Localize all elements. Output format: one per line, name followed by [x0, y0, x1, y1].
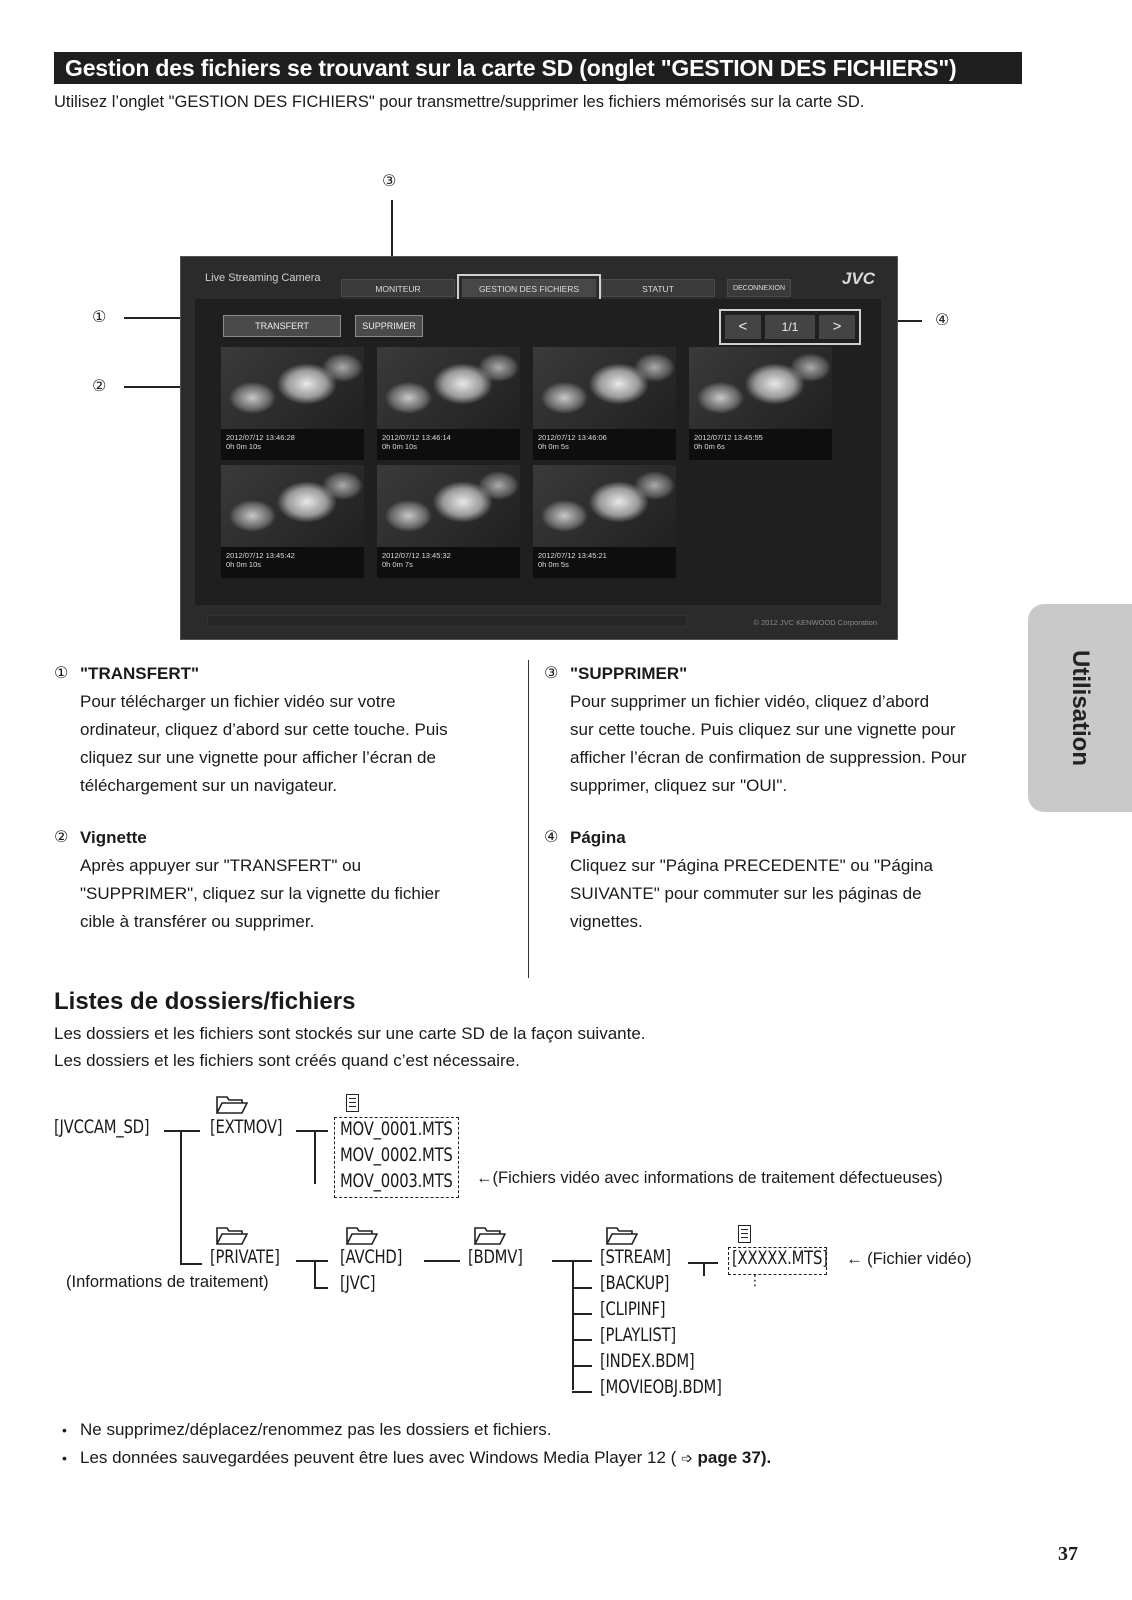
callout-3: ③ [382, 173, 397, 190]
desc-title: "SUPPRIMER" [570, 664, 688, 683]
thumbnail-meta: 2012/07/12 13:46:28 0h 0m 10s [226, 433, 295, 451]
node-bdmv: [BDMV] [468, 1246, 523, 1268]
note-text: Les données sauvegardées peuvent être lues avec Windows Media Player 12 ( [80, 1448, 682, 1467]
desc-line: supprimer, cliquez sur "OUI". [570, 776, 788, 795]
connector [180, 1130, 182, 1264]
thumbnail-image [377, 347, 520, 429]
node-backup: [BACKUP] [600, 1272, 670, 1294]
desc-supprimer [544, 660, 1015, 800]
page-indicator: 1/1 [765, 315, 815, 339]
folder-icon [474, 1225, 506, 1245]
desc-line: Cliquez sur "Página PRECEDENTE" ou "Página [570, 856, 933, 875]
desc-line: téléchargement sur un navigateur. [80, 776, 338, 795]
note-item [62, 1444, 771, 1472]
thumbnail-image [533, 347, 676, 429]
pager [719, 309, 861, 345]
folder-icon [216, 1225, 248, 1245]
node-mov-file: MOV_0001.MTS [340, 1118, 453, 1140]
tab-moniteur[interactable]: MONITEUR [341, 279, 455, 297]
node-mov-file: MOV_0003.MTS [340, 1170, 453, 1192]
desc-line: "SUPPRIMER", cliquez sur la vignette du fichier [80, 884, 440, 903]
desc-pagina [544, 824, 1015, 936]
desc-title: Vignette [80, 828, 147, 847]
tab-gestion-des-fichiers[interactable]: GESTION DES FICHIERS [462, 279, 596, 297]
node-private: [PRIVATE] [210, 1246, 280, 1268]
node-extmov: [EXTMOV] [210, 1116, 283, 1138]
listes-paragraph-1: Les dossiers et les fichiers sont stockés sur une carte SD de la façon suivante. [54, 1024, 646, 1043]
folder-icon [606, 1225, 638, 1245]
section-title: Gestion des fichiers se trouvant sur la carte SD (onglet "GESTION DES FICHIERS") [54, 52, 1022, 84]
node-avchd: [AVCHD] [340, 1246, 403, 1268]
connector [572, 1313, 592, 1315]
app-screenshot [180, 256, 898, 640]
private-note: (Informations de traitement) [66, 1273, 269, 1291]
tab-deconnexion[interactable]: DECONNEXION [727, 279, 791, 297]
node-index-bdm: [INDEX.BDM] [600, 1350, 695, 1372]
desc-num: ② [54, 829, 69, 846]
thumbnail[interactable] [377, 347, 520, 460]
note-text: Ne supprimez/déplacez/renommez pas les dossiers et fichiers. [80, 1420, 552, 1439]
desc-line: sur cette touche. Puis cliquez sur une vignette pour [570, 720, 956, 739]
app-title: Live Streaming Camera [205, 272, 321, 284]
stream-ellipsis: ⋮ [748, 1272, 762, 1288]
node-jvc: [JVC] [340, 1272, 376, 1294]
desc-transfert [54, 660, 510, 800]
listes-paragraph-2: Les dossiers et les fichiers sont créés quand c’est nécessaire. [54, 1051, 520, 1070]
extmov-note: ←(Fichiers vidéo avec informations de traitement défectueuses) [476, 1169, 943, 1187]
thumbnail-image [689, 347, 832, 429]
supprimer-button[interactable]: SUPPRIMER [355, 315, 423, 337]
thumbnail[interactable] [533, 465, 676, 578]
node-stream-file: [XXXXX.MTS] [732, 1247, 828, 1269]
prev-page-button[interactable]: < [725, 315, 761, 339]
thumbnail-image [221, 347, 364, 429]
stream-note: ← (Fichier vidéo) [846, 1250, 972, 1268]
thumbnail-meta: 2012/07/12 13:45:21 0h 0m 5s [538, 551, 607, 569]
thumbnail[interactable] [221, 465, 364, 578]
node-playlist: [PLAYLIST] [600, 1324, 676, 1346]
node-clipinf: [CLIPINF] [600, 1298, 666, 1320]
thumbnail-meta: 2012/07/12 13:45:55 0h 0m 6s [694, 433, 763, 451]
thumbnail-image [533, 465, 676, 547]
thumbnail[interactable] [533, 347, 676, 460]
desc-line: ordinateur, cliquez d’abord sur cette touche. Puis [80, 720, 448, 739]
column-divider [528, 660, 529, 978]
desc-line: Après appuyer sur "TRANSFERT" ou [80, 856, 362, 875]
intro-text: Utilisez l’onglet "GESTION DES FICHIERS" pour transmettre/supprimer les fichiers mémorisés sur la carte SD. [54, 93, 865, 111]
node-stream: [STREAM] [600, 1246, 671, 1268]
desc-line: afficher l’écran de confirmation de suppression. Pour [570, 748, 967, 767]
next-page-button[interactable]: > [819, 315, 855, 339]
connector [703, 1262, 705, 1276]
connector [164, 1130, 200, 1132]
folder-icon [346, 1225, 378, 1245]
node-mov-file: MOV_0002.MTS [340, 1144, 453, 1166]
desc-line: cible à transférer ou supprimer. [80, 912, 315, 931]
thumbnail-meta: 2012/07/12 13:46:06 0h 0m 5s [538, 433, 607, 451]
page-number: 37 [1058, 1543, 1078, 1565]
tab-statut[interactable]: STATUT [601, 279, 715, 297]
jvc-logo: JVC [841, 269, 875, 288]
thumbnail-image [221, 465, 364, 547]
desc-line: SUIVANTE" pour commuter sur les páginas de [570, 884, 922, 903]
connector [180, 1263, 202, 1265]
thumbnail[interactable] [689, 347, 832, 460]
desc-line: vignettes. [570, 912, 643, 931]
desc-num: ③ [544, 665, 559, 682]
connector [314, 1287, 328, 1289]
connector [314, 1130, 316, 1184]
thumbnail-meta: 2012/07/12 13:46:14 0h 0m 10s [382, 433, 451, 451]
thumbnail-meta: 2012/07/12 13:45:32 0h 0m 7s [382, 551, 451, 569]
callout-4: ④ [935, 312, 950, 329]
connector [314, 1260, 316, 1288]
connector [572, 1287, 592, 1289]
connector [296, 1130, 328, 1132]
node-movieobj-bdm: [MOVIEOBJ.BDM] [600, 1376, 722, 1398]
side-tab-label: Utilisation [1067, 649, 1094, 767]
note-item [62, 1416, 771, 1444]
desc-line: Pour télécharger un fichier vidéo sur votre [80, 692, 396, 711]
thumbnail-meta: 2012/07/12 13:45:42 0h 0m 10s [226, 551, 295, 569]
arrow-icon: ➩ [681, 1450, 693, 1466]
connector [572, 1339, 592, 1341]
callout-1: ① [92, 309, 107, 326]
page-reference-link[interactable]: page 37 [692, 1448, 761, 1467]
callout-2: ② [92, 378, 107, 395]
desc-line: cliquez sur une vignette pour afficher l’écran de [80, 748, 436, 767]
node-jvccam-sd: [JVCCAM_SD] [54, 1116, 150, 1138]
folder-icon [216, 1094, 248, 1114]
footer-bar [207, 615, 687, 627]
desc-title: Página [570, 828, 626, 847]
thumbnail[interactable] [221, 347, 364, 460]
desc-vignette [54, 824, 510, 936]
listes-heading: Listes de dossiers/fichiers [54, 988, 356, 1015]
file-icon [738, 1225, 751, 1243]
desc-line: Pour supprimer un fichier vidéo, cliquez d’abord [570, 692, 930, 711]
connector [572, 1391, 592, 1393]
connector [572, 1365, 592, 1367]
connector [296, 1260, 328, 1262]
connector [572, 1260, 574, 1390]
copyright: © 2012 JVC KENWOOD Corporation [753, 618, 877, 627]
file-icon [346, 1094, 359, 1112]
note-end: ). [760, 1448, 772, 1467]
section-side-tab [1028, 604, 1132, 812]
desc-num: ④ [544, 829, 559, 846]
desc-num: ① [54, 665, 69, 682]
notes-list [62, 1416, 771, 1472]
desc-title: "TRANSFERT" [80, 664, 200, 683]
transfert-button[interactable]: TRANSFERT [223, 315, 341, 337]
connector [424, 1260, 460, 1262]
thumbnail-image [377, 465, 520, 547]
thumbnail[interactable] [377, 465, 520, 578]
